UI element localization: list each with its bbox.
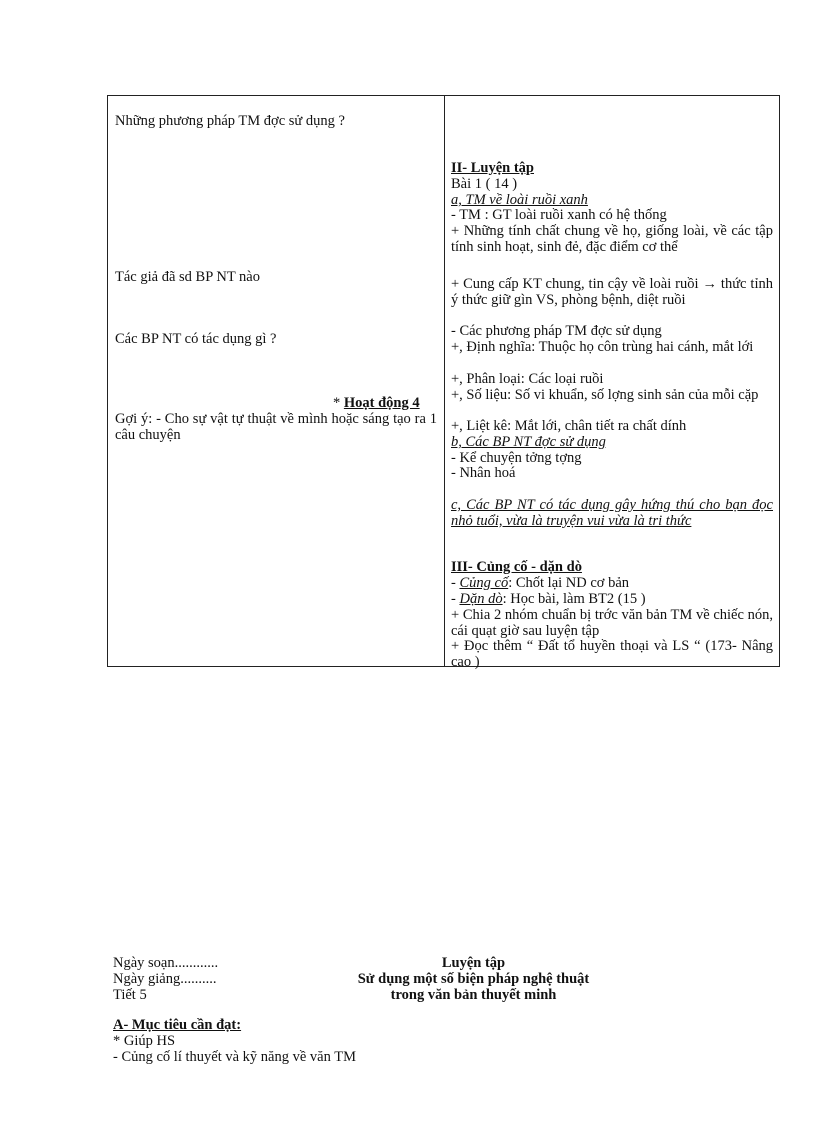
date-taught: Ngày giảng..........: [113, 971, 217, 987]
date-prepared: Ngày soạn............: [113, 955, 219, 971]
exercise-1-label: Bài 1 ( 14 ): [451, 176, 518, 192]
goal-line-1: - Củng cố lí thuyết và kỹ năng về văn TM: [113, 1049, 356, 1065]
part-b-line-2: - Nhân hoá: [451, 465, 516, 481]
review-line: [451, 575, 629, 592]
activity-4-heading: [333, 395, 420, 412]
question-methods: Những phương pháp TM đợc sử dụng ?: [115, 113, 345, 129]
review-label: Củng cố: [459, 575, 509, 591]
homework-label: Dặn dò: [459, 591, 503, 607]
lesson-subtitle-2: trong văn bản thuyết minh: [390, 987, 557, 1003]
review-text: : Chốt lại ND cơ bản: [508, 575, 630, 591]
homework-text: : Học bài, làm BT2 (15 ): [502, 591, 646, 607]
review-dash: -: [451, 575, 460, 591]
activity-4-label: Hoạt động 4: [343, 395, 420, 411]
part-a-line-6: +, Phân loại: Các loại ruồi: [451, 371, 604, 387]
activity-4-star: *: [333, 395, 344, 411]
part-a-line-1: - TM : GT loài ruồi xanh có hệ thống: [451, 207, 667, 223]
part-c-text: c, Các BP NT có tác dụng gây hứng thú cho bạn đọc nhỏ tuổi, vừa là truyện vui vừa là tri thức: [451, 497, 773, 529]
extra-reading: + Đọc thêm “ Đất tổ huyền thoại và LS “ (173- Nâng cao ): [451, 638, 773, 670]
part-a-heading: a, TM về loài ruồi xanh: [451, 192, 588, 208]
section-ii-heading: II- Luyện tập: [451, 160, 534, 176]
lesson-title: Luyện tập: [441, 955, 506, 971]
part-a-line-3: + Cung cấp KT chung, tin cậy về loài ruồi → thức tỉnh ý thức giữ gìn VS, phòng bệnh, diệt ruồi: [451, 276, 773, 308]
question-art-techniques: Tác giả đã sd BP NT nào: [115, 269, 260, 285]
table-column-divider: [444, 95, 445, 667]
part-a-line-8: +, Liệt kê: Mắt lới, chân tiết ra chất dính: [451, 418, 687, 434]
part-a-line-4: - Các phương pháp TM đợc sử dụng: [451, 323, 662, 339]
help-students-line: * Giúp HS: [113, 1033, 176, 1049]
part-a-line-5: +, Định nghĩa: Thuộc họ côn trùng hai cánh, mắt lới: [451, 339, 754, 355]
lesson-subtitle-1: Sử dụng một số biện pháp nghệ thuật: [357, 971, 590, 987]
homework-line: [451, 591, 646, 608]
part-a-line-2: + Những tính chất chung về họ, giống loài, về các tập tính sinh hoạt, sinh đẻ, đặc điểm cơ thể: [451, 223, 773, 255]
part-b-line-1: - Kể chuyện tởng tợng: [451, 450, 582, 466]
activity-4-hint: Gợi ý: - Cho sự vật tự thuật về mình hoặc sáng tạo ra 1 câu chuyện: [115, 411, 437, 443]
part-a-line-7: +, Số liệu: Số vi khuẩn, số lợng sinh sản của mỗi cặp: [451, 387, 759, 403]
prep-task: + Chia 2 nhóm chuẩn bị trớc văn bản TM về chiếc nón, cái quạt giờ sau luyện tập: [451, 607, 773, 639]
part-b-heading: b, Các BP NT đợc sử dụng: [451, 434, 606, 450]
period-number: Tiết 5: [113, 987, 147, 1003]
section-iii-heading: III- Củng cố - dặn dò: [451, 559, 582, 575]
homework-dash: -: [451, 591, 460, 607]
section-a-heading: A- Mục tiêu cần đạt:: [113, 1017, 242, 1033]
question-effect: Các BP NT có tác dụng gì ?: [115, 331, 277, 347]
